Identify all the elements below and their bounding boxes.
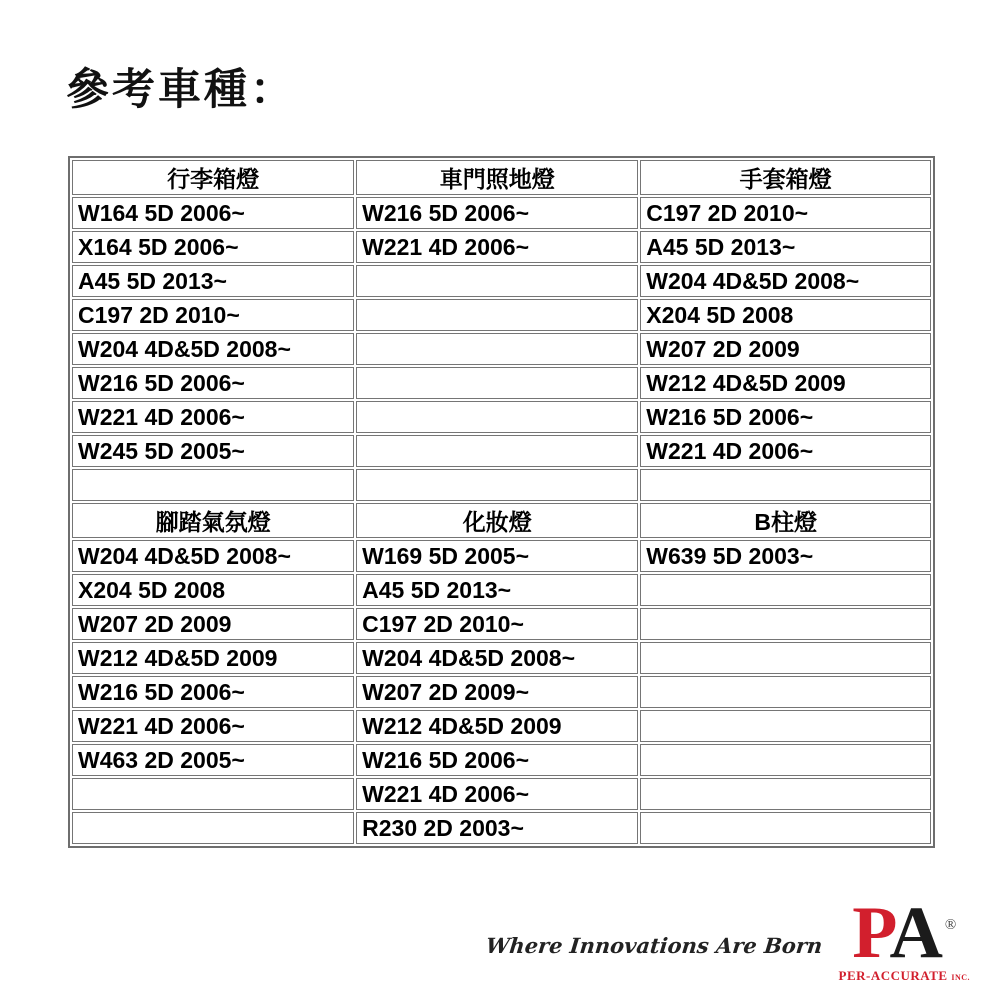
table-cell: W216 5D 2006~: [640, 401, 931, 433]
table-cell: [640, 710, 931, 742]
table-cell: [640, 642, 931, 674]
pa-logo-letters: [839, 892, 970, 975]
table-row: [72, 778, 931, 810]
table-cell: [356, 367, 638, 399]
table-cell: W221 4D 2006~: [72, 401, 354, 433]
table-cell: [356, 435, 638, 467]
table-cell: W212 4D&5D 2009: [72, 642, 354, 674]
table-cell: W212 4D&5D 2009: [356, 710, 638, 742]
table-row: [72, 197, 931, 229]
table-cell: C197 2D 2010~: [640, 197, 931, 229]
table-row: [72, 265, 931, 297]
table-cell: W245 5D 2005~: [72, 435, 354, 467]
table-cell: W221 4D 2006~: [356, 778, 638, 810]
table-row: [72, 676, 931, 708]
table-cell: [356, 469, 638, 501]
table-cell: X164 5D 2006~: [72, 231, 354, 263]
table-cell: [72, 778, 354, 810]
pa-logo: [838, 892, 970, 983]
table-cell: [356, 299, 638, 331]
table-cell: W221 4D 2006~: [72, 710, 354, 742]
table-cell: W216 5D 2006~: [356, 744, 638, 776]
company-inc-text: INC.: [951, 973, 970, 982]
table-cell: X204 5D 2008: [72, 574, 354, 606]
table-cell: W212 4D&5D 2009: [640, 367, 931, 399]
vehicle-compatibility-table: [68, 156, 935, 848]
table-cell: [356, 333, 638, 365]
table-cell: [640, 778, 931, 810]
column-header-vanity-light: 化妝燈: [356, 503, 638, 538]
table-row: [72, 435, 931, 467]
table-cell: W204 4D&5D 2008~: [72, 333, 354, 365]
table-cell: [640, 469, 931, 501]
table-cell: W221 4D 2006~: [640, 435, 931, 467]
table-row: [72, 333, 931, 365]
table-cell: W216 5D 2006~: [72, 367, 354, 399]
table-row: [72, 812, 931, 844]
table-cell: W207 2D 2009: [72, 608, 354, 640]
column-header-glovebox-light: 手套箱燈: [640, 160, 931, 195]
table-row: [72, 710, 931, 742]
table-row: [72, 608, 931, 640]
table-cell: W216 5D 2006~: [356, 197, 638, 229]
table-row: [72, 642, 931, 674]
column-header-trunk-light: 行李箱燈: [72, 160, 354, 195]
table-cell: [640, 744, 931, 776]
table-row: [72, 299, 931, 331]
table-cell: W207 2D 2009: [640, 333, 931, 365]
page-title: 參考車種：: [66, 66, 296, 114]
table-cell: W169 5D 2005~: [356, 540, 638, 572]
company-name: [839, 969, 970, 982]
table-cell: W204 4D&5D 2008~: [72, 540, 354, 572]
table-cell: A45 5D 2013~: [640, 231, 931, 263]
table-cell: [72, 812, 354, 844]
table-cell: R230 2D 2003~: [356, 812, 638, 844]
column-header-door-courtesy-light: 車門照地燈: [356, 160, 638, 195]
table-cell: [356, 401, 638, 433]
table-cell: C197 2D 2010~: [356, 608, 638, 640]
table-cell: [640, 574, 931, 606]
logo-letter-a: A: [889, 892, 943, 975]
table-cell: C197 2D 2010~: [72, 299, 354, 331]
table-row: [72, 367, 931, 399]
table-cell: W216 5D 2006~: [72, 676, 354, 708]
table-header-row: [72, 160, 931, 195]
table-cell: W204 4D&5D 2008~: [640, 265, 931, 297]
table-cell: W463 2D 2005~: [72, 744, 354, 776]
table-cell: [640, 608, 931, 640]
table-row: [72, 540, 931, 572]
column-header-b-pillar-light: B柱燈: [640, 503, 931, 538]
table-cell: W639 5D 2003~: [640, 540, 931, 572]
table-cell: W221 4D 2006~: [356, 231, 638, 263]
table-row: [72, 574, 931, 606]
table-cell: A45 5D 2013~: [72, 265, 354, 297]
table-cell: X204 5D 2008: [640, 299, 931, 331]
table-cell: [356, 265, 638, 297]
table-cell: W164 5D 2006~: [72, 197, 354, 229]
brand-footer: [484, 892, 970, 983]
column-header-footwell-ambient-light: 腳踏氣氛燈: [72, 503, 354, 538]
table-cell: W204 4D&5D 2008~: [356, 642, 638, 674]
table-row: [72, 469, 931, 501]
table-cell: [72, 469, 354, 501]
table-header-row: [72, 503, 931, 538]
table-cell: [640, 676, 931, 708]
logo-letter-p: P: [852, 892, 898, 975]
table-row: [72, 744, 931, 776]
brand-slogan: Where Innovations Are Born: [484, 933, 824, 958]
table-cell: [640, 812, 931, 844]
table-cell: W207 2D 2009~: [356, 676, 638, 708]
table-row: [72, 401, 931, 433]
company-name-text: PER-ACCURATE: [838, 968, 948, 983]
registered-trademark-icon: ®: [944, 917, 957, 934]
table-cell: A45 5D 2013~: [356, 574, 638, 606]
table-row: [72, 231, 931, 263]
